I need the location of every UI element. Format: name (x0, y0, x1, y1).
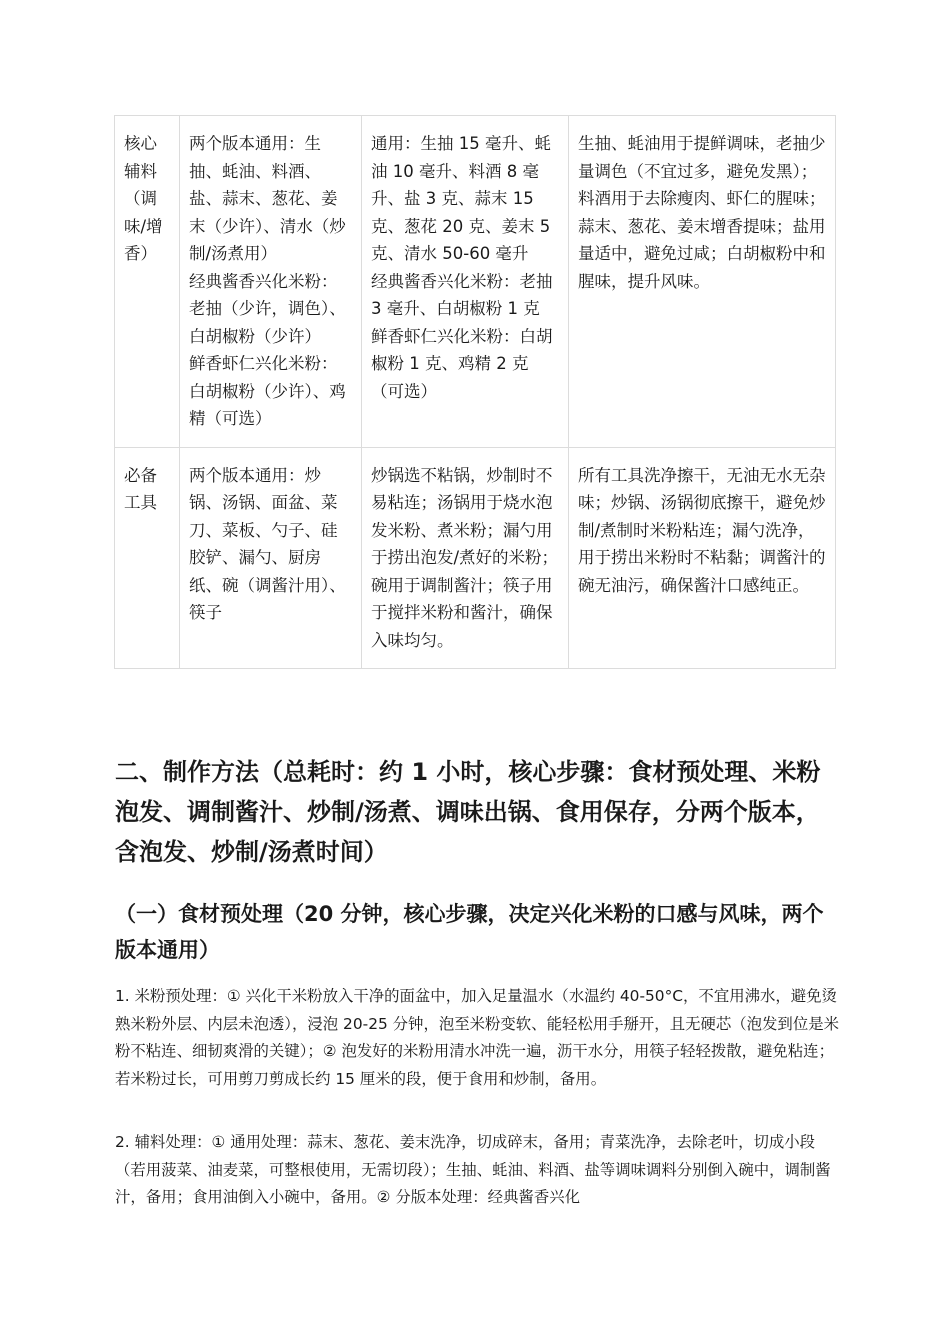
subsection-heading: （一）食材预处理（20 分钟，核心步骤，决定兴化米粉的口感与风味，两个版本通用） (115, 902, 824, 962)
table-cell-item: 核心 辅料 （调 味/增 香） (115, 116, 180, 448)
table-row (115, 447, 836, 669)
table-cell-amount: 通用：生抽 15 毫升、蚝油 10 毫升、料酒 8 毫升、盐 3 克、蒜末 15 克、葱花 20 克、姜末 5 克、清水 50-60 毫升 经典酱香兴化米粉：老抽 3 毫升、白胡椒粉 1 克 鲜香虾仁兴化米粉：白胡椒粉 1 克、鸡精 2 克（可选） (362, 116, 569, 448)
table-cell-item: 必备 工具 (115, 447, 180, 669)
table-cell-amount: 炒锅选不粘锅，炒制时不易粘连；汤锅用于烧水泡发米粉、煮米粉；漏勺用于捞出泡发/煮好的米粉；碗用于调制酱汁；筷子用于搅拌米粉和酱汁，确保入味均匀。 (362, 447, 569, 669)
table-cell-note: 所有工具洗净擦干，无油无水无杂味；炒锅、汤锅彻底擦干，避免炒制/煮制时米粉粘连；漏勺洗净，用于捞出米粉时不粘黏；调酱汁的碗无油污，确保酱汁口感纯正。 (569, 447, 836, 669)
table-cell-note: 生抽、蚝油用于提鲜调味，老抽少量调色（不宜过多，避免发黑）；料酒用于去除瘦肉、虾仁的腥味；蒜末、葱花、姜末增香提味；盐用量适中，避免过咸；白胡椒粉中和腥味，提升风味。 (569, 116, 836, 448)
table-cell-list: 两个版本通用：炒锅、汤锅、面盆、菜刀、菜板、勺子、硅胶铲、漏勺、厨房纸、碗（调酱汁用）、筷子 (180, 447, 362, 669)
paragraph-ingredient-prep: 2. 辅料处理：① 通用处理：蒜末、葱花、姜末洗净，切成碎末，备用；青菜洗净，去除老叶，切成小段（若用菠菜、油麦菜，可整根使用，无需切段）；生抽、蚝油、料酒、盐等调味调料分别倒入碗中，调制酱汁，备用；食用油倒入小碗中，备用。② 分版本处理：经典酱香兴化 (115, 1133, 831, 1206)
table-row (115, 116, 836, 448)
ingredients-table (114, 115, 836, 669)
table-cell-list: 两个版本通用：生抽、蚝油、料酒、盐、蒜末、葱花、姜末（少许）、清水（炒制/汤煮用） 经典酱香兴化米粉：老抽（少许，调色）、白胡椒粉（少许） 鲜香虾仁兴化米粉：白胡椒粉（少许）、鸡精（可选） (180, 116, 362, 448)
section-heading: 二、制作方法（总耗时：约 1 小时，核心步骤：食材预处理、米粉泡发、调制酱汁、炒制/汤煮、调味出锅、食用保存，分两个版本，含泡发、炒制/汤煮时间） (115, 758, 821, 866)
paragraph-rice-noodle-prep: 1. 米粉预处理：① 兴化干米粉放入干净的面盆中，加入足量温水（水温约 40-50°C，不宜用沸水，避免烫熟米粉外层、内层未泡透），浸泡 20-25 分钟，泡至米粉变软、能轻松用手掰开，且无硬芯（泡发到位是米粉不粘连、细韧爽滑的关键）；② 泡发好的米粉用清水冲洗一遍，沥干水分，用筷子轻轻拨散，避免粘连；若米粉过长，可用剪刀剪成长约 15 厘米的段，便于食用和炒制，备用。 (115, 987, 839, 1088)
